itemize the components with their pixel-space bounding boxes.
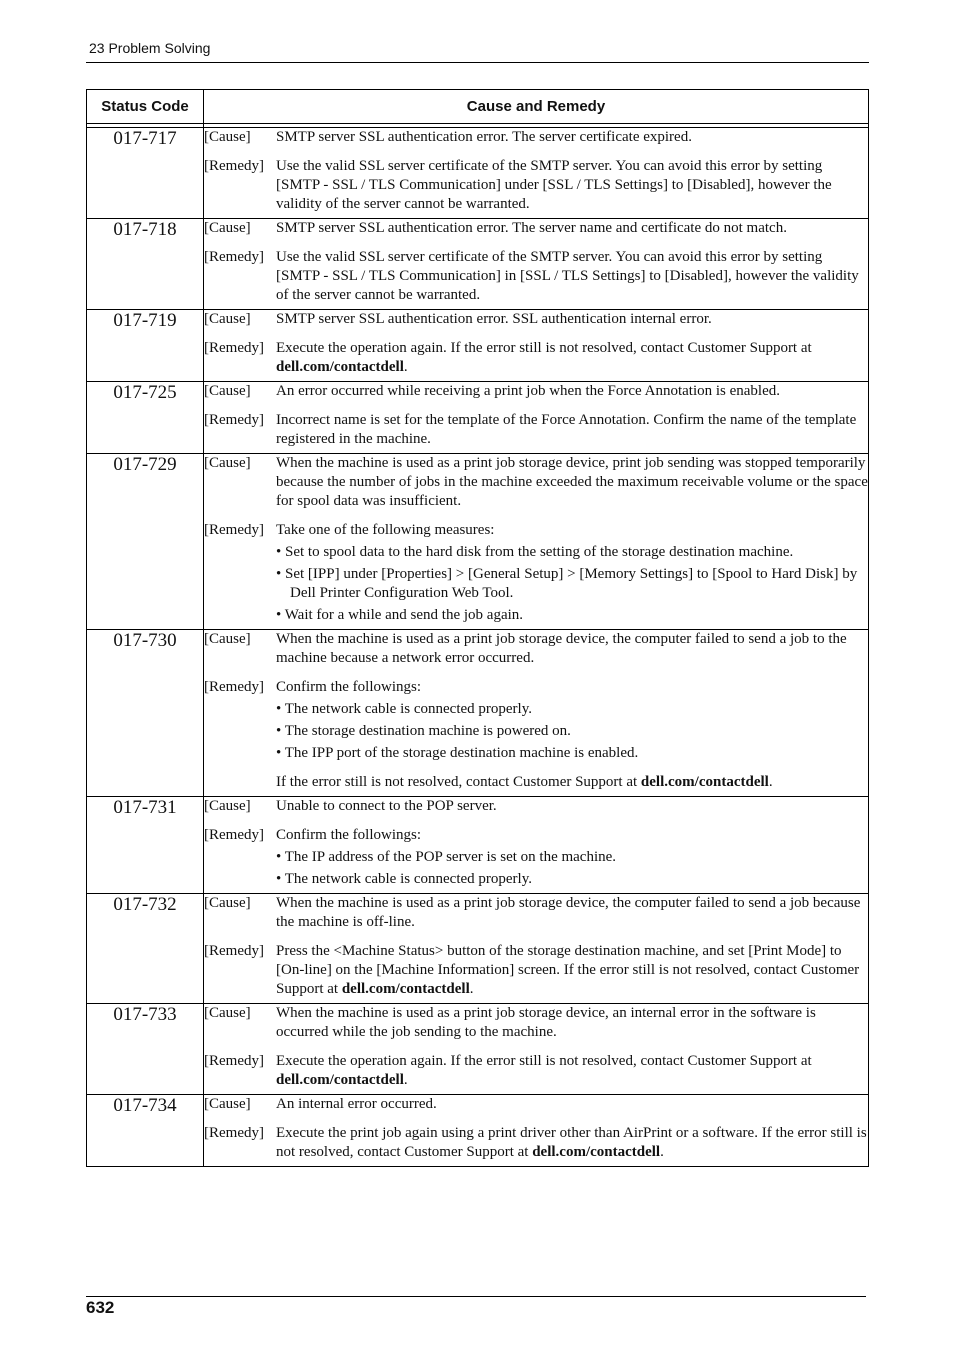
cause-text: An internal error occurred. — [276, 1096, 437, 1112]
remedy-tag: [Remedy] — [204, 943, 264, 959]
cause-entry — [204, 894, 868, 932]
remedy-extra-text: If the error still is not resolved, contact Customer Support at — [276, 774, 638, 790]
remedy-entry — [204, 521, 868, 625]
remedy-entry — [204, 248, 868, 305]
cause-text: SMTP server SSL authentication error. SSL authentication internal error. — [276, 311, 712, 327]
remedy-entry — [204, 339, 868, 377]
remedy-tag: [Remedy] — [204, 249, 264, 265]
cause-entry — [204, 1095, 868, 1114]
status-code: 017-733 — [87, 1004, 204, 1095]
remedy-entry — [204, 1052, 868, 1090]
remedy-tag: [Remedy] — [204, 412, 264, 428]
table-header-row — [87, 90, 869, 124]
cause-remedy-cell — [204, 1095, 869, 1167]
remedy-text: Use the valid SSL server certificate of the SMTP server. You can avoid this error by setting [SMTP - SSL / TLS Communication] under [SSL / TLS Settings] to [Disabled], however the validity of the server cannot be warranted. — [276, 158, 832, 212]
remedy-entry — [204, 826, 868, 889]
remedy-tag: [Remedy] — [204, 340, 264, 356]
remedy-entry — [204, 411, 868, 449]
cause-tag: [Cause] — [204, 798, 251, 814]
cause-remedy-cell — [204, 454, 869, 630]
table-row — [87, 219, 869, 310]
table-row — [87, 630, 869, 797]
cause-tag: [Cause] — [204, 311, 251, 327]
remedy-text: Use the valid SSL server certificate of the SMTP server. You can avoid this error by setting [SMTP - SSL / TLS Communication] in [SSL / TLS Settings] to [Disabled], however the validity of the server cannot be warranted. — [276, 249, 859, 303]
support-link[interactable]: dell.com/contactdell — [341, 981, 470, 997]
status-code: 017-731 — [87, 797, 204, 894]
cause-text: SMTP server SSL authentication error. The server name and certificate do not match. — [276, 220, 787, 236]
cause-tag: [Cause] — [204, 383, 251, 399]
table-row — [87, 797, 869, 894]
cause-tag: [Cause] — [204, 1096, 251, 1112]
remedy-entry — [204, 157, 868, 214]
cause-remedy-cell — [204, 797, 869, 894]
cause-entry — [204, 454, 868, 511]
remedy-text: Confirm the followings: — [276, 679, 421, 695]
cause-text: SMTP server SSL authentication error. The server certificate expired. — [276, 129, 692, 145]
remedy-body — [276, 678, 868, 792]
remedy-entry — [204, 1124, 868, 1162]
remedy-text: Execute the print job again using a print driver other than AirPrint or a software. If the error still is not resolved, contact Customer Support at — [276, 1125, 867, 1160]
support-link[interactable]: dell.com/contactdell — [276, 359, 404, 375]
cause-remedy-cell — [204, 128, 869, 219]
remedy-body — [276, 248, 868, 305]
cause-text: When the machine is used as a print job storage device, an internal error in the software is occurred while the job sending to the machine. — [276, 1005, 816, 1040]
table-row — [87, 894, 869, 1004]
cause-remedy-cell — [204, 219, 869, 310]
table-row — [87, 454, 869, 630]
remedy-tag: [Remedy] — [204, 158, 264, 174]
remedy-bullet: • Set [IPP] under [Properties] > [General Setup] > [Memory Settings] to [Spool to Hard Disk] by Dell Printer Configuration Web Tool. — [276, 566, 858, 601]
table-row — [87, 1095, 869, 1167]
support-link[interactable]: dell.com/contactdell — [276, 1072, 404, 1088]
remedy-body — [276, 411, 868, 449]
footer-rule — [86, 1296, 866, 1297]
support-link[interactable]: dell.com/contactdell — [532, 1144, 661, 1160]
cause-remedy-cell — [204, 382, 869, 454]
table-row — [87, 310, 869, 382]
remedy-tag: [Remedy] — [204, 1125, 264, 1141]
cause-tag: [Cause] — [204, 129, 251, 145]
status-code: 017-732 — [87, 894, 204, 1004]
cause-text: Unable to connect to the POP server. — [276, 798, 497, 814]
cause-tag: [Cause] — [204, 1005, 251, 1021]
remedy-extra — [276, 773, 868, 792]
remedy-body — [276, 826, 868, 889]
remedy-end: . — [469, 981, 474, 997]
cause-remedy-cell — [204, 310, 869, 382]
cause-entry — [204, 630, 868, 668]
remedy-tag: [Remedy] — [204, 679, 264, 695]
status-code: 017-729 — [87, 454, 204, 630]
column-header-cause-remedy: Cause and Remedy — [204, 90, 869, 124]
support-link[interactable]: dell.com/contactdell — [640, 774, 769, 790]
remedy-end: . — [403, 1072, 408, 1088]
cause-text: When the machine is used as a print job storage device, the computer failed to send a job because the machine is off-line. — [276, 895, 861, 930]
status-code: 017-730 — [87, 630, 204, 797]
cause-remedy-cell — [204, 630, 869, 797]
remedy-bullet: • The storage destination machine is powered on. — [276, 723, 571, 739]
remedy-tag: [Remedy] — [204, 1053, 264, 1069]
remedy-end: . — [660, 1144, 664, 1160]
remedy-extra-end: . — [768, 774, 773, 790]
cause-entry — [204, 310, 868, 329]
remedy-bullet: • The IP address of the POP server is set on the machine. — [276, 849, 617, 865]
status-code: 017-719 — [87, 310, 204, 382]
remedy-entry — [204, 942, 868, 999]
cause-entry — [204, 1004, 868, 1042]
table-row — [87, 382, 869, 454]
cause-text: When the machine is used as a print job storage device, print job sending was stopped temporarily because the number of jobs in the machine exceeded the maximum receivable volume or the space for spool data was insufficient. — [276, 455, 868, 509]
cause-tag: [Cause] — [204, 631, 251, 647]
cause-text: When the machine is used as a print job storage device, the computer failed to send a job to the machine because a network error occurred. — [276, 631, 847, 666]
remedy-body — [276, 1052, 868, 1090]
page-number: 632 — [86, 1298, 115, 1317]
cause-remedy-cell — [204, 894, 869, 1004]
running-header: 23 Problem Solving — [89, 40, 211, 56]
table-row — [87, 128, 869, 219]
table-row — [87, 1004, 869, 1095]
remedy-body — [276, 942, 868, 999]
remedy-body — [276, 157, 868, 214]
cause-tag: [Cause] — [204, 220, 251, 236]
remedy-tag: [Remedy] — [204, 522, 264, 538]
status-code: 017-734 — [87, 1095, 204, 1167]
cause-entry — [204, 219, 868, 238]
status-code: 017-718 — [87, 219, 204, 310]
remedy-end: . — [403, 359, 408, 375]
cause-remedy-cell — [204, 1004, 869, 1095]
remedy-text: Confirm the followings: — [276, 827, 421, 843]
remedy-entry — [204, 678, 868, 792]
cause-entry — [204, 382, 868, 401]
cause-tag: [Cause] — [204, 455, 251, 471]
remedy-bullet: • The IPP port of the storage destination machine is enabled. — [276, 745, 639, 761]
column-header-status-code: Status Code — [87, 90, 204, 124]
cause-tag: [Cause] — [204, 895, 251, 911]
remedy-bullet: • Wait for a while and send the job again. — [276, 607, 524, 623]
cause-entry — [204, 128, 868, 147]
remedy-bullet: • Set to spool data to the hard disk from the setting of the storage destination machine. — [276, 544, 794, 560]
remedy-body — [276, 339, 868, 377]
status-code: 017-717 — [87, 128, 204, 219]
remedy-text: Take one of the following measures: — [276, 522, 495, 538]
remedy-text: Execute the operation again. If the error still is not resolved, contact Customer Support at — [276, 1053, 812, 1069]
cause-text: An error occurred while receiving a print job when the Force Annotation is enabled. — [276, 383, 781, 399]
remedy-text: Execute the operation again. If the error still is not resolved, contact Customer Support at — [276, 340, 812, 356]
remedy-body — [276, 521, 868, 625]
remedy-tag: [Remedy] — [204, 827, 264, 843]
status-code: 017-725 — [87, 382, 204, 454]
remedy-bullet: • The network cable is connected properly. — [276, 871, 532, 887]
cause-entry — [204, 797, 868, 816]
status-code-table — [86, 89, 869, 1167]
remedy-text: Incorrect name is set for the template of the Force Annotation. Confirm the name of the template registered in the machine. — [276, 412, 857, 447]
remedy-body — [276, 1124, 868, 1162]
header-rule — [86, 62, 869, 63]
remedy-bullet: • The network cable is connected properly. — [276, 701, 532, 717]
remedy-text: Press the <Machine Status> button of the storage destination machine, and set [Print Mode] to [On-line] on the [Machine Information] screen. If the error still is not resolved, contact Customer Support at — [276, 943, 860, 997]
